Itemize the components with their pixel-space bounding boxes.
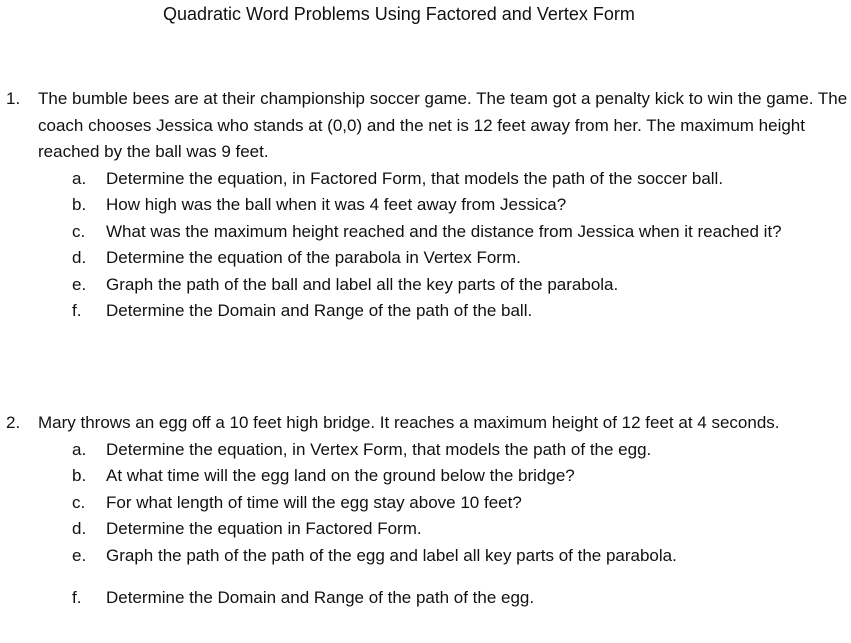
problem-part	[6, 585, 848, 612]
part-letter: b.	[72, 466, 87, 485]
problem-number: 1.	[6, 89, 21, 108]
part-letter: e.	[72, 274, 87, 294]
problem-parts-list	[6, 437, 848, 612]
part-letter: c.	[72, 492, 86, 512]
part-text: Graph the path of the path of the egg and label all key parts of the parabola.	[106, 545, 677, 565]
part-letter: d.	[72, 519, 87, 538]
part-letter: f.	[72, 588, 82, 607]
part-letter: e.	[72, 545, 87, 565]
problem-2	[6, 410, 848, 612]
part-text: Determine the equation, in Vertex Form, that models the path of the egg.	[106, 439, 652, 459]
part-letter: d.	[72, 248, 87, 267]
problem-part	[6, 298, 848, 325]
problem-part	[6, 543, 848, 570]
part-letter: b.	[72, 195, 87, 214]
problem-part	[6, 192, 848, 219]
problem-part	[6, 516, 848, 543]
part-letter: a.	[72, 439, 87, 459]
problem-text: The bumble bees are at their championship soccer game. The team got a penalty kick to win the game. The coach chooses Jessica who stands at (0,0) and the net is 12 feet away from her. The maximum height reached by the ball was 9 feet.	[38, 89, 848, 161]
part-text: Determine the equation of the parabola in Vertex Form.	[106, 248, 521, 267]
part-text: Determine the Domain and Range of the path of the ball.	[106, 301, 533, 320]
part-text: What was the maximum height reached and the distance from Jessica when it reached it?	[106, 221, 782, 241]
problem-parts-list	[6, 166, 848, 325]
part-text: At what time will the egg land on the ground below the bridge?	[106, 466, 575, 485]
part-letter: a.	[72, 168, 87, 188]
part-text: Graph the path of the ball and label all the key parts of the parabola.	[106, 274, 619, 294]
problem-part	[6, 490, 848, 517]
page-title: Quadratic Word Problems Using Factored and Vertex Form	[163, 4, 635, 24]
part-text: For what length of time will the egg stay above 10 feet?	[106, 492, 522, 512]
part-text: How high was the ball when it was 4 feet away from Jessica?	[106, 195, 567, 214]
problem-part	[6, 166, 848, 193]
part-letter: f.	[72, 301, 82, 320]
problem-text: Mary throws an egg off a 10 feet high bridge. It reaches a maximum height of 12 feet at 4 seconds.	[38, 413, 780, 432]
problem-part	[6, 463, 848, 490]
problem-part	[6, 272, 848, 299]
part-text: Determine the equation, in Factored Form, that models the path of the soccer ball.	[106, 168, 724, 188]
part-text: Determine the Domain and Range of the path of the egg.	[106, 588, 535, 607]
problem-1	[6, 86, 848, 325]
problem-part	[6, 245, 848, 272]
problem-number: 2.	[6, 413, 21, 432]
problem-part	[6, 437, 848, 464]
part-letter: c.	[72, 221, 86, 241]
part-text: Determine the equation in Factored Form.	[106, 519, 422, 538]
problem-part	[6, 219, 848, 246]
